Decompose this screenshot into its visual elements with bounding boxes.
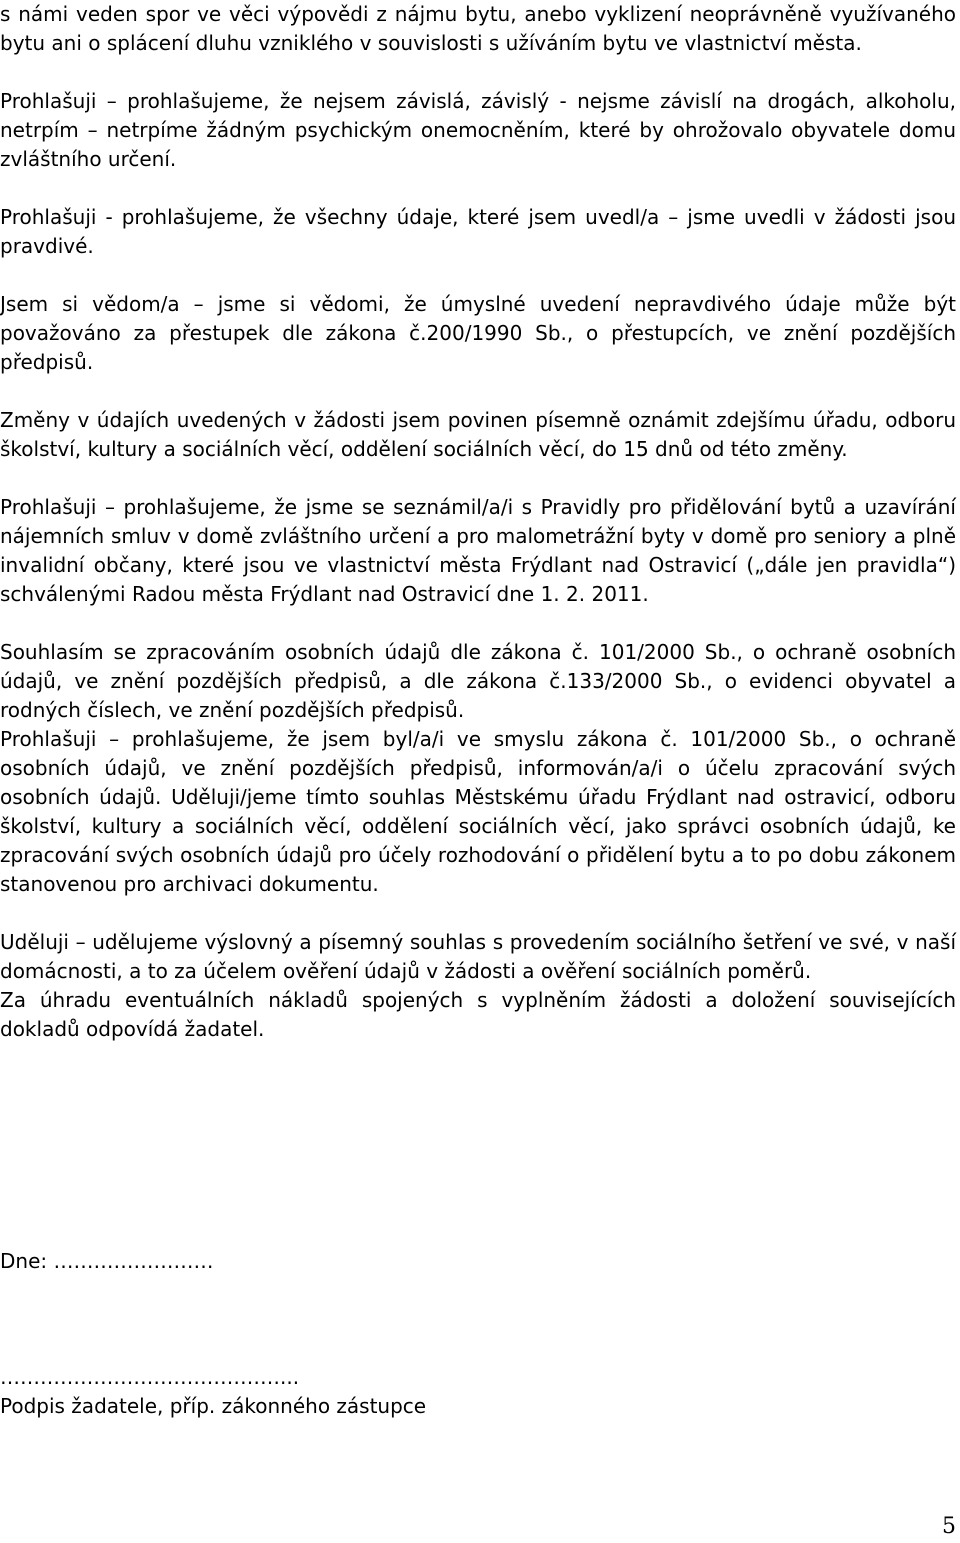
paragraph-costs: Za úhradu eventuálních nákladů spojených s vyplněním žádosti a doložení souvisejících dokladů odpovídá žadatel. <box>0 988 956 1041</box>
paragraph-data-consent: Souhlasím se zpracováním osobních údajů dle zákona č. 101/2000 Sb., o ochraně osobních údajů, ve znění pozdějších předpisů, a dle zákona č.133/2000 Sb., o evidenci obyvatel a rodných číslech, ve znění pozdějších předpisů. <box>0 640 956 722</box>
date-field: Dne: …………………… <box>0 1249 214 1273</box>
paragraph-addiction-declaration: Prohlašuji – prohlašujeme, že nejsem závislá, závislý - nejsme závislí na drogách, alkoholu, netrpím – netrpíme žádným psychickým onemocněním, které by ohrožovalo obyvatele domu zvláštního určení. <box>0 89 956 171</box>
paragraph-data-processing-info: Prohlašuji – prohlašujeme, že jsem byl/a/i ve smyslu zákona č. 101/2000 Sb., o ochraně osobních údajů, ve znění pozdějších předpisů, informován/a/i o účelu zpracování svých osobních údajů. Uděluji/jeme tímto souhlas Městskému úřadu Frýdlant nad ostravicí, odboru školství, kultury a sociálních věcí, oddělení sociálních věcí, jako správci osobních údajů, ke zpracování svých osobních údajů pro účely rozhodování o přidělení bytu a to po dobu zákonem stanovenou pro archivaci dokumentu. <box>0 727 956 896</box>
paragraph-change-notice: Změny v údajích uvedených v žádosti jsem povinen písemně oznámit zdejšímu úřadu, odboru školství, kultury a sociálních věcí, oddělení sociálních věcí, do 15 dnů od této změny. <box>0 408 956 461</box>
paragraph-offense-awareness: Jsem si vědom/a – jsme si vědomi, že úmyslné uvedení nepravdivého údaje může být považováno za přestupek dle zákona č.200/1990 Sb., o přestupcích, ve znění pozdějších předpisů. <box>0 292 956 374</box>
paragraph-truth-declaration: Prohlašuji - prohlašujeme, že všechny údaje, které jsem uvedl/a – jsme uvedli v žádosti jsou pravdivé. <box>0 205 956 258</box>
page-number: 5 <box>942 1514 956 1539</box>
paragraph-rules-acknowledgement: Prohlašuji – prohlašujeme, že jsme se seznámil/a/i s Pravidly pro přidělování bytů a uzavírání nájemních smluv v domě zvláštního určení a pro malometrážní byty v domě pro seniory a plně invalidní občany, které jsou ve vlastnictví města Frýdlant nad Ostravicí („dále jen pravidla“) schválenými Radou města Frýdlant nad Ostravicí dne 1. 2. 2011. <box>0 495 956 606</box>
paragraph-dispute: s námi veden spor ve věci výpovědi z nájmu bytu, anebo vyklizení neoprávněně využívaného bytu ani o splácení dluhu vzniklého v souvislosti s užíváním bytu ve vlastnictví města. <box>0 2 956 55</box>
signature-label: Podpis žadatele, příp. zákonného zástupce <box>0 1394 427 1418</box>
paragraph-social-inquiry-consent: Uděluji – udělujeme výslovný a písemný souhlas s provedením sociálního šetření ve své, v naší domácnosti, a to za účelem ověření údajů v žádosti a ověření sociálních poměrů. <box>0 930 956 983</box>
signature-line: ……………………………………... <box>0 1365 300 1389</box>
